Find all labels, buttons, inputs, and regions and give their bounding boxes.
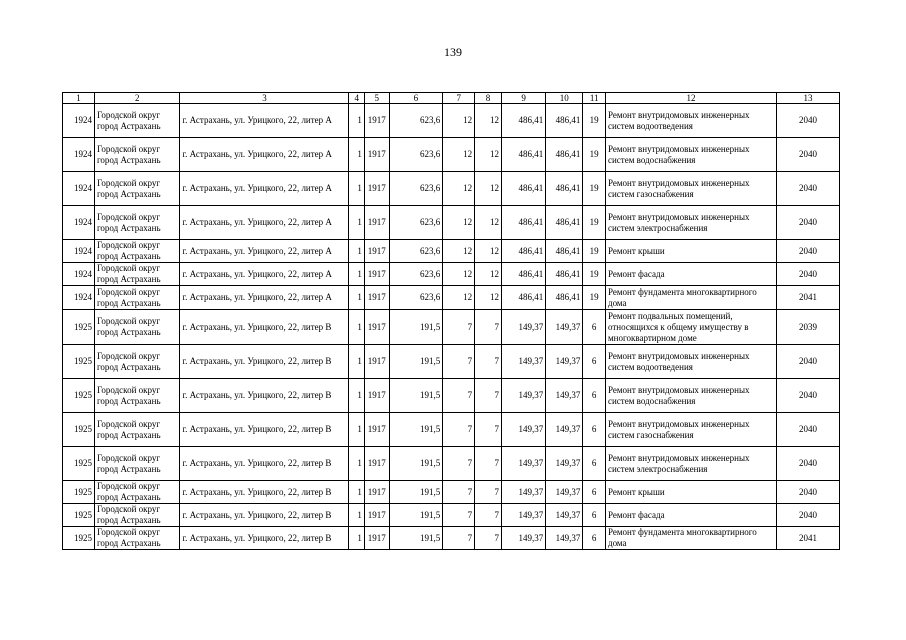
table-cell: Ремонт фасада xyxy=(605,504,776,527)
table-cell: 1 xyxy=(349,286,364,310)
column-header: 10 xyxy=(546,93,583,104)
column-header: 8 xyxy=(475,93,502,104)
table-cell: 1917 xyxy=(364,310,389,345)
table-cell: г. Астрахань, ул. Урицкого, 22, литер А xyxy=(180,263,349,286)
table-cell: 1 xyxy=(349,413,364,447)
table-cell: 2040 xyxy=(777,481,840,504)
table-cell: 1917 xyxy=(364,263,389,286)
table-cell: Ремонт внутридомовых инженерных систем водоотведения xyxy=(605,104,776,138)
table-row xyxy=(63,310,840,345)
table-cell: 12 xyxy=(443,240,475,263)
table-cell: 1 xyxy=(349,263,364,286)
table-cell: г. Астрахань, ул. Урицкого, 22, литер В xyxy=(180,345,349,379)
table-cell: 486,41 xyxy=(546,240,583,263)
table-cell: 1917 xyxy=(364,104,389,138)
column-header: 2 xyxy=(94,93,180,104)
table-cell: 486,41 xyxy=(546,206,583,240)
table-cell: 1917 xyxy=(364,527,389,550)
table-cell: 1 xyxy=(349,172,364,206)
table-row xyxy=(63,286,840,310)
table-cell: 1924 xyxy=(63,240,95,263)
column-header: 7 xyxy=(443,93,475,104)
table-cell: 149,37 xyxy=(546,527,583,550)
table-cell: 1924 xyxy=(63,172,95,206)
table-cell: 19 xyxy=(583,138,606,172)
table-cell: 149,37 xyxy=(546,379,583,413)
table-cell: 1925 xyxy=(63,345,95,379)
table-cell: 486,41 xyxy=(501,104,545,138)
table-cell: 7 xyxy=(443,345,475,379)
table-cell: 191,5 xyxy=(389,379,443,413)
table-cell: 12 xyxy=(475,138,502,172)
table-cell: 1 xyxy=(349,104,364,138)
table-cell: Ремонт внутридомовых инженерных систем газоснабжения xyxy=(605,172,776,206)
table-cell: 1917 xyxy=(364,481,389,504)
table-cell: 149,37 xyxy=(501,379,545,413)
table-cell: 1917 xyxy=(364,138,389,172)
table-cell: 12 xyxy=(443,172,475,206)
table-cell: 486,41 xyxy=(501,138,545,172)
table-cell: 7 xyxy=(475,527,502,550)
table-cell: 191,5 xyxy=(389,345,443,379)
table-cell: 1925 xyxy=(63,413,95,447)
table-cell: 6 xyxy=(583,481,606,504)
table-row xyxy=(63,263,840,286)
page-number: 139 xyxy=(444,45,462,59)
table-cell: 12 xyxy=(443,104,475,138)
table-cell: 623,6 xyxy=(389,138,443,172)
table-cell: 1924 xyxy=(63,206,95,240)
table-cell: 6 xyxy=(583,379,606,413)
table-cell: 1924 xyxy=(63,138,95,172)
table-cell: 7 xyxy=(475,447,502,481)
table-cell: 7 xyxy=(475,504,502,527)
table-cell: 191,5 xyxy=(389,481,443,504)
table-cell: 1925 xyxy=(63,310,95,345)
table-cell: г. Астрахань, ул. Урицкого, 22, литер А xyxy=(180,240,349,263)
table-row xyxy=(63,447,840,481)
table-cell: Городской округ город Астрахань xyxy=(94,481,180,504)
table-cell: Городской округ город Астрахань xyxy=(94,504,180,527)
table-cell: 1925 xyxy=(63,379,95,413)
table-cell: 12 xyxy=(475,263,502,286)
table-cell: г. Астрахань, ул. Урицкого, 22, литер В xyxy=(180,481,349,504)
table-cell: 2040 xyxy=(777,345,840,379)
table-cell: 149,37 xyxy=(546,504,583,527)
column-header: 12 xyxy=(605,93,776,104)
table-cell: 1 xyxy=(349,138,364,172)
table-cell: 2040 xyxy=(777,263,840,286)
table-cell: 1924 xyxy=(63,286,95,310)
table-cell: 6 xyxy=(583,345,606,379)
table-cell: 12 xyxy=(475,286,502,310)
table-cell: Городской округ город Астрахань xyxy=(94,527,180,550)
table-cell: 149,37 xyxy=(546,481,583,504)
table-cell: 7 xyxy=(443,527,475,550)
table-cell: 12 xyxy=(443,286,475,310)
table-cell: 6 xyxy=(583,447,606,481)
capital-repair-table xyxy=(62,92,840,550)
table-cell: 2040 xyxy=(777,447,840,481)
table-cell: Ремонт крыши xyxy=(605,240,776,263)
table-row xyxy=(63,481,840,504)
table-cell: 149,37 xyxy=(501,345,545,379)
table-cell: Ремонт внутридомовых инженерных систем водоснабжения xyxy=(605,138,776,172)
table-cell: 1 xyxy=(349,504,364,527)
table-cell: 191,5 xyxy=(389,447,443,481)
table-cell: 2040 xyxy=(777,413,840,447)
table-cell: Городской округ город Астрахань xyxy=(94,172,180,206)
table-cell: 2040 xyxy=(777,240,840,263)
table-cell: 7 xyxy=(475,379,502,413)
table-cell: Городской округ город Астрахань xyxy=(94,379,180,413)
table-cell: 1917 xyxy=(364,172,389,206)
table-cell: 2040 xyxy=(777,504,840,527)
table-row xyxy=(63,206,840,240)
table-cell: 19 xyxy=(583,240,606,263)
table-cell: г. Астрахань, ул. Урицкого, 22, литер А xyxy=(180,286,349,310)
table-cell: 1 xyxy=(349,240,364,263)
table-cell: г. Астрахань, ул. Урицкого, 22, литер В xyxy=(180,379,349,413)
column-header: 9 xyxy=(501,93,545,104)
table-cell: 149,37 xyxy=(501,527,545,550)
table-cell: 191,5 xyxy=(389,504,443,527)
table-cell: 1925 xyxy=(63,527,95,550)
table-cell: г. Астрахань, ул. Урицкого, 22, литер В xyxy=(180,527,349,550)
table-cell: 1 xyxy=(349,310,364,345)
table-row xyxy=(63,172,840,206)
table-cell: г. Астрахань, ул. Урицкого, 22, литер А xyxy=(180,172,349,206)
table-cell: Городской округ город Астрахань xyxy=(94,345,180,379)
table-cell: Ремонт фасада xyxy=(605,263,776,286)
table-cell: 1917 xyxy=(364,413,389,447)
table-cell: 149,37 xyxy=(546,413,583,447)
table-cell: 191,5 xyxy=(389,527,443,550)
table-cell: 12 xyxy=(443,206,475,240)
table-cell: 1 xyxy=(349,379,364,413)
table-cell: 7 xyxy=(443,379,475,413)
table-body xyxy=(63,104,840,550)
table-cell: 1925 xyxy=(63,447,95,481)
table-row xyxy=(63,104,840,138)
table-cell: г. Астрахань, ул. Урицкого, 22, литер В xyxy=(180,447,349,481)
table-cell: 1 xyxy=(349,206,364,240)
table-cell: 7 xyxy=(443,447,475,481)
table-cell: 1925 xyxy=(63,504,95,527)
table-cell: 191,5 xyxy=(389,310,443,345)
table-cell: 6 xyxy=(583,504,606,527)
table-row xyxy=(63,413,840,447)
column-header: 4 xyxy=(349,93,364,104)
table-row xyxy=(63,345,840,379)
table-cell: 1924 xyxy=(63,263,95,286)
table-cell: 12 xyxy=(443,263,475,286)
table-cell: 623,6 xyxy=(389,263,443,286)
table-cell: 486,41 xyxy=(546,172,583,206)
table-cell: 623,6 xyxy=(389,172,443,206)
table-cell: 623,6 xyxy=(389,286,443,310)
table-cell: 486,41 xyxy=(546,138,583,172)
table-cell: 2040 xyxy=(777,172,840,206)
column-header: 1 xyxy=(63,93,95,104)
table-cell: 2040 xyxy=(777,104,840,138)
table-cell: 1925 xyxy=(63,481,95,504)
table-cell: 486,41 xyxy=(546,263,583,286)
column-number-row xyxy=(63,93,840,104)
table-cell: Ремонт подвальных помещений, относящихся к общему имуществу в многоквартирном доме xyxy=(605,310,776,345)
table-cell: г. Астрахань, ул. Урицкого, 22, литер В xyxy=(180,310,349,345)
table-cell: 6 xyxy=(583,310,606,345)
table-cell: 1924 xyxy=(63,104,95,138)
table-cell: 1917 xyxy=(364,286,389,310)
table-cell: 19 xyxy=(583,206,606,240)
table-cell: 12 xyxy=(443,138,475,172)
table-cell: Ремонт внутридомовых инженерных систем газоснабжения xyxy=(605,413,776,447)
table-cell: 7 xyxy=(443,504,475,527)
table-cell: 486,41 xyxy=(501,240,545,263)
table-cell: Ремонт внутридомовых инженерных систем электроснабжения xyxy=(605,206,776,240)
table-cell: Ремонт крыши xyxy=(605,481,776,504)
table-cell: 12 xyxy=(475,172,502,206)
table-cell: Ремонт внутридомовых инженерных систем водоотведения xyxy=(605,345,776,379)
table-cell: Городской округ город Астрахань xyxy=(94,263,180,286)
table-cell: 149,37 xyxy=(546,345,583,379)
table-cell: 149,37 xyxy=(546,447,583,481)
table-cell: 2041 xyxy=(777,527,840,550)
table-cell: 7 xyxy=(443,413,475,447)
table-cell: 1917 xyxy=(364,379,389,413)
table-row xyxy=(63,379,840,413)
table-cell: 2039 xyxy=(777,310,840,345)
table-cell: г. Астрахань, ул. Урицкого, 22, литер А xyxy=(180,206,349,240)
table-cell: 486,41 xyxy=(501,286,545,310)
table-cell: 486,41 xyxy=(501,206,545,240)
table-cell: 2040 xyxy=(777,138,840,172)
table-cell: 7 xyxy=(475,310,502,345)
table-cell: Ремонт фундамента многоквартирного дома xyxy=(605,527,776,550)
table-cell: Ремонт фундамента многоквартирного дома xyxy=(605,286,776,310)
table-cell: 7 xyxy=(443,310,475,345)
table-cell: 149,37 xyxy=(501,447,545,481)
table-cell: 1917 xyxy=(364,447,389,481)
table-cell: 191,5 xyxy=(389,413,443,447)
table-cell: 1 xyxy=(349,447,364,481)
table-cell: 2040 xyxy=(777,206,840,240)
table-cell: 623,6 xyxy=(389,240,443,263)
table-row xyxy=(63,504,840,527)
table-cell: 486,41 xyxy=(546,104,583,138)
table-cell: Городской округ город Астрахань xyxy=(94,447,180,481)
table-cell: 2040 xyxy=(777,379,840,413)
table-cell: 7 xyxy=(475,413,502,447)
table-cell: 486,41 xyxy=(501,263,545,286)
table-cell: 6 xyxy=(583,413,606,447)
column-header: 3 xyxy=(180,93,349,104)
table-cell: Ремонт внутридомовых инженерных систем электроснабжения xyxy=(605,447,776,481)
table-cell: Городской округ город Астрахань xyxy=(94,286,180,310)
table-cell: 486,41 xyxy=(546,286,583,310)
table-row xyxy=(63,527,840,550)
table-cell: 1917 xyxy=(364,345,389,379)
table-cell: 623,6 xyxy=(389,104,443,138)
table-cell: 1917 xyxy=(364,504,389,527)
table-cell: 7 xyxy=(475,345,502,379)
table-cell: г. Астрахань, ул. Урицкого, 22, литер А xyxy=(180,138,349,172)
table-cell: 1917 xyxy=(364,206,389,240)
table-cell: 149,37 xyxy=(501,310,545,345)
table-cell: 19 xyxy=(583,172,606,206)
table-cell: Ремонт внутридомовых инженерных систем водоснабжения xyxy=(605,379,776,413)
table-cell: Городской округ город Астрахань xyxy=(94,138,180,172)
table-cell: 12 xyxy=(475,104,502,138)
table-cell: 1 xyxy=(349,481,364,504)
table-cell: 19 xyxy=(583,263,606,286)
table-cell: г. Астрахань, ул. Урицкого, 22, литер А xyxy=(180,104,349,138)
table-row xyxy=(63,240,840,263)
table-cell: 149,37 xyxy=(546,310,583,345)
table-cell: Городской округ город Астрахань xyxy=(94,310,180,345)
table-cell: 1 xyxy=(349,527,364,550)
column-header: 11 xyxy=(583,93,606,104)
column-header: 6 xyxy=(389,93,443,104)
table-cell: г. Астрахань, ул. Урицкого, 22, литер В xyxy=(180,413,349,447)
table-cell: Городской округ город Астрахань xyxy=(94,206,180,240)
table-cell: 149,37 xyxy=(501,481,545,504)
table-cell: 12 xyxy=(475,206,502,240)
table-cell: Городской округ город Астрахань xyxy=(94,240,180,263)
table-cell: 623,6 xyxy=(389,206,443,240)
table-cell: г. Астрахань, ул. Урицкого, 22, литер В xyxy=(180,504,349,527)
table-cell: Городской округ город Астрахань xyxy=(94,413,180,447)
table-cell: 149,37 xyxy=(501,413,545,447)
table-cell: 149,37 xyxy=(501,504,545,527)
table-cell: 12 xyxy=(475,240,502,263)
table-cell: 19 xyxy=(583,286,606,310)
table-cell: Городской округ город Астрахань xyxy=(94,104,180,138)
table-cell: 1917 xyxy=(364,240,389,263)
table-cell: 1 xyxy=(349,345,364,379)
table-cell: 486,41 xyxy=(501,172,545,206)
column-header: 5 xyxy=(364,93,389,104)
column-header: 13 xyxy=(777,93,840,104)
table-cell: 6 xyxy=(583,527,606,550)
table-row xyxy=(63,138,840,172)
table-cell: 7 xyxy=(443,481,475,504)
table-cell: 19 xyxy=(583,104,606,138)
table-cell: 7 xyxy=(475,481,502,504)
table-cell: 2041 xyxy=(777,286,840,310)
